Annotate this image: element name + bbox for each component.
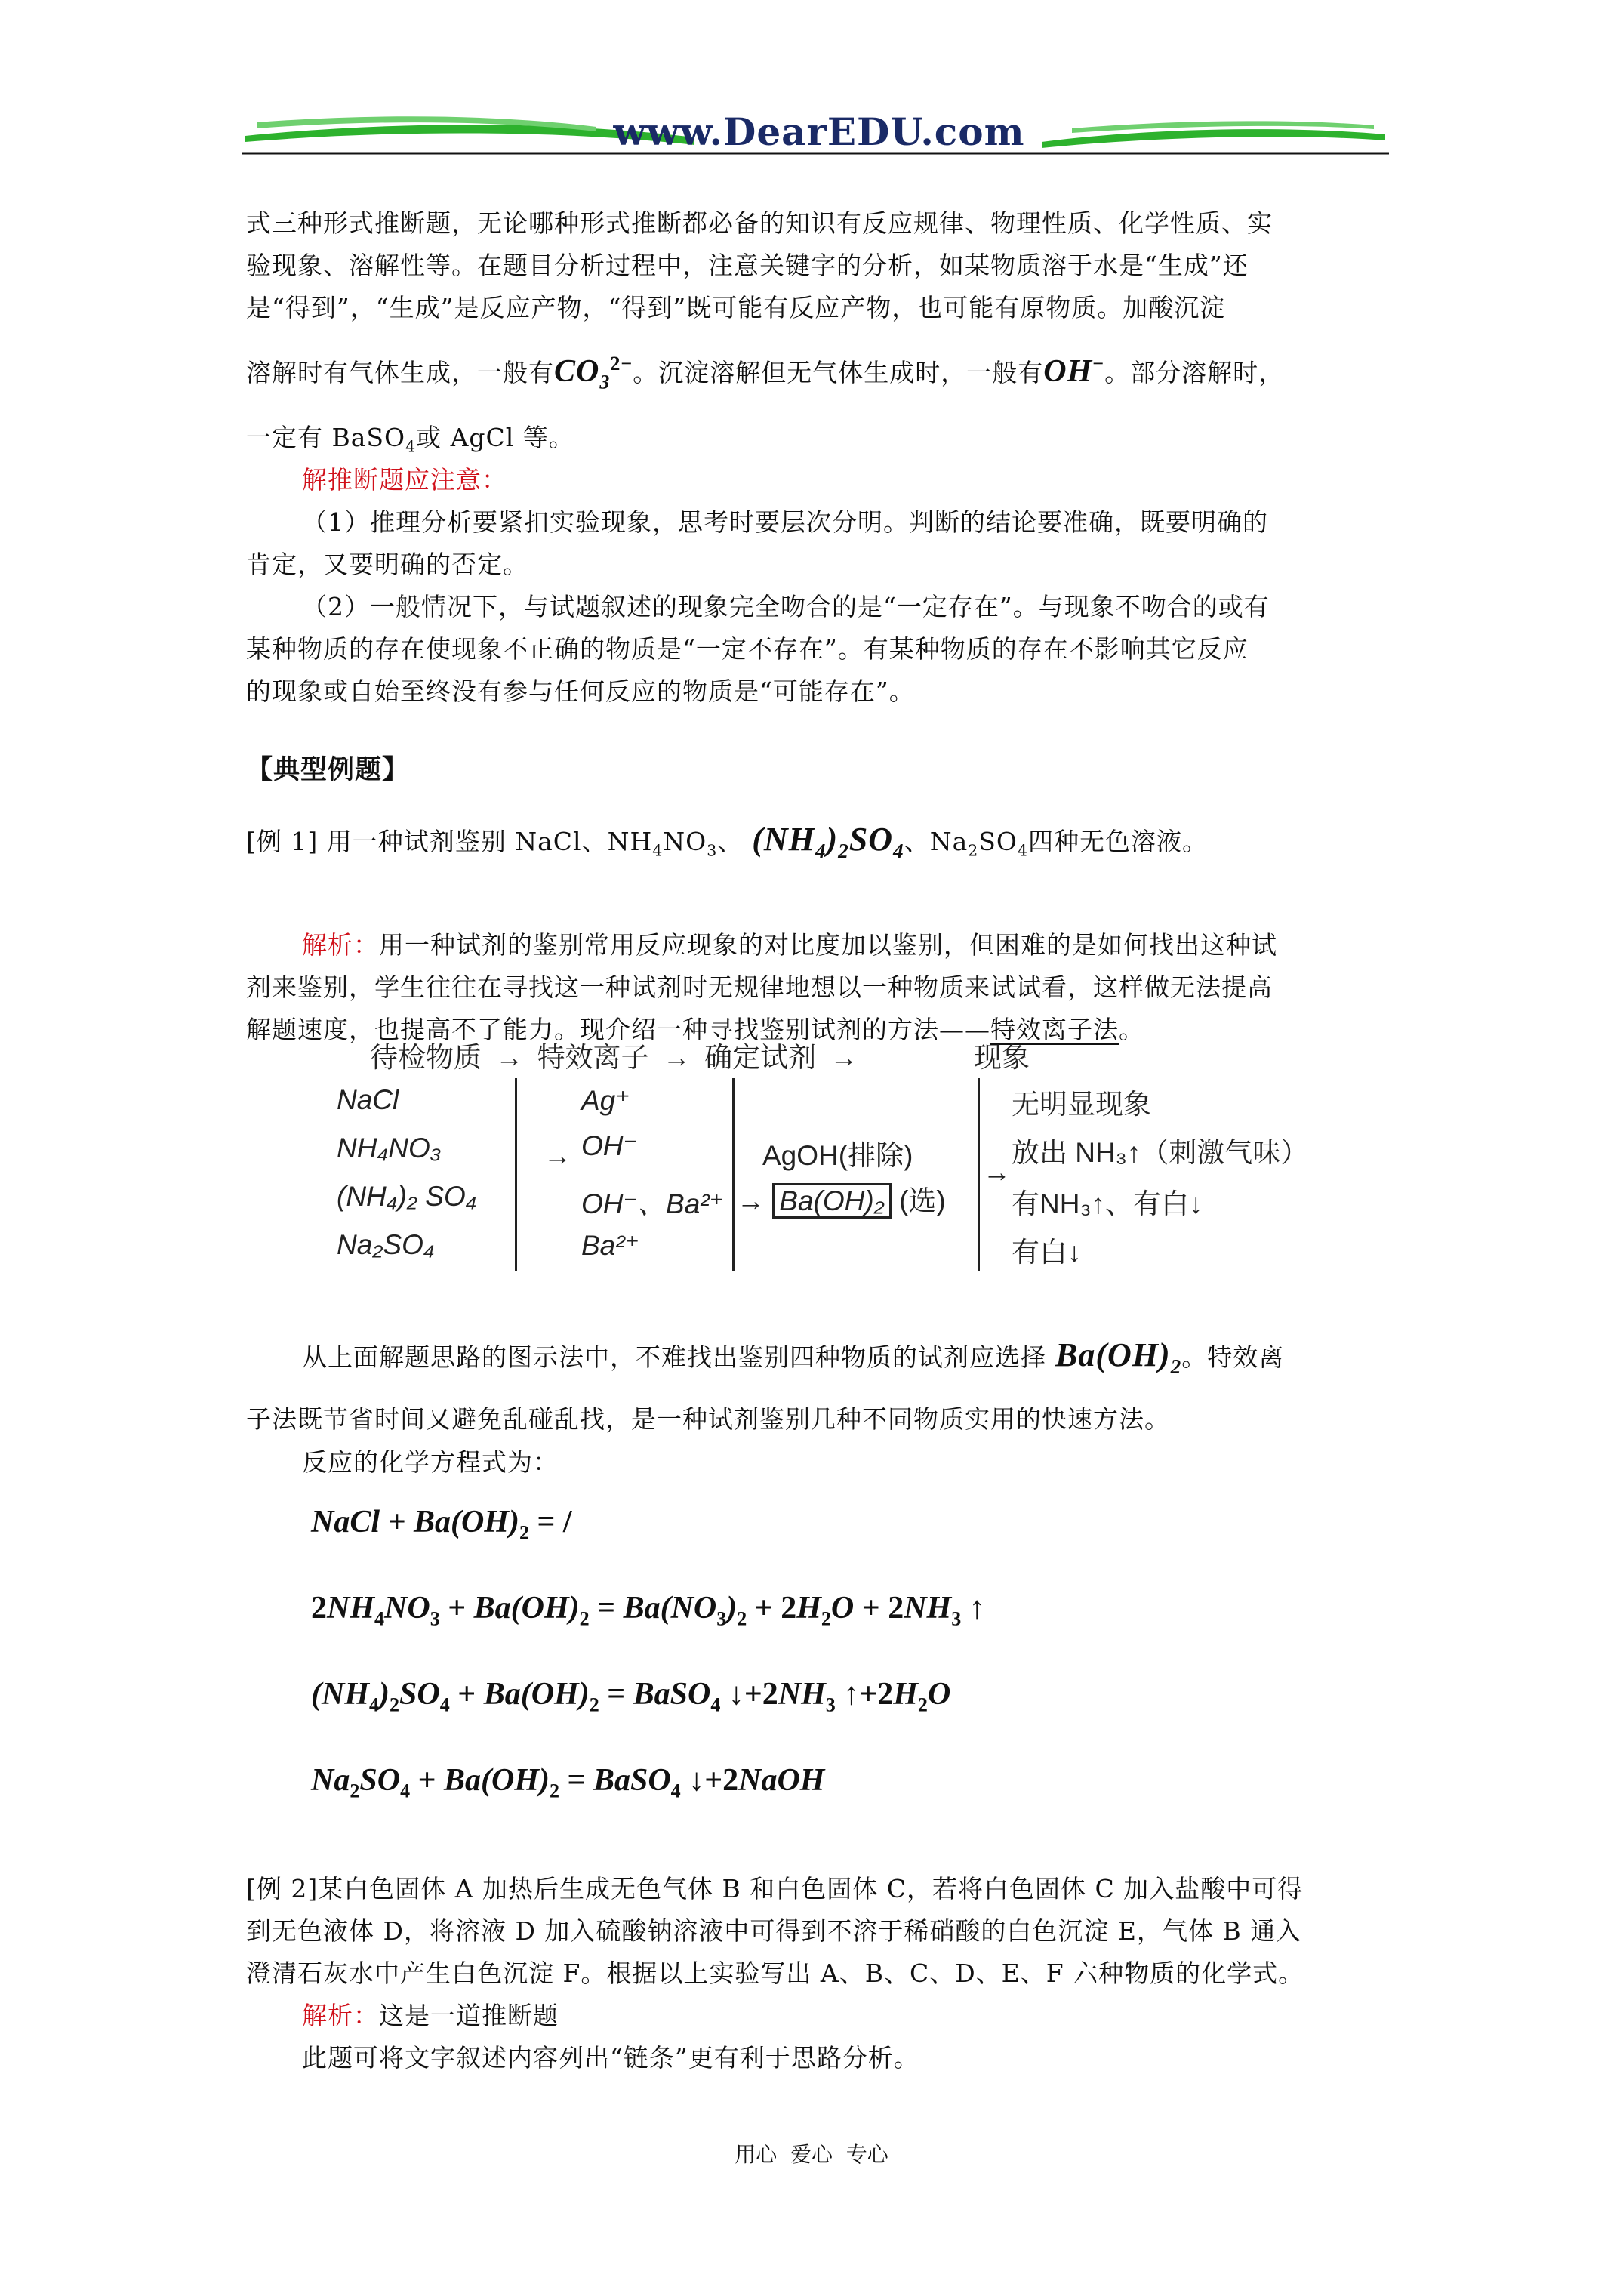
- section-title: 【典型例题】: [246, 754, 410, 785]
- carbonate-formula: $CO_3^{2-}$: [554, 353, 633, 393]
- equation-2: $2NH_4NO_3 + Ba(OH)_2 = Ba(NO_3)_2 + 2H_2O + 2NH_3$ ↑: [311, 1591, 985, 1630]
- note-1-line-1: （1）推理分析要紧扣实验现象，思考时要层次分明。判断的结论要准确，既要明确的: [302, 507, 1268, 537]
- example-1-question: [例 1] 用一种试剂鉴别 NaCl、$NH_4NO_3$、 $(NH_4)_2SO_4$、$Na_2SO_4$四种无色溶液。: [246, 821, 1208, 862]
- intro-line-1: 式三种形式推断题，无论哪种形式推断都必备的知识有反应规律、物理性质、化学性质、实: [246, 208, 1273, 238]
- example-2-analysis-label: 解析：: [302, 2001, 379, 2030]
- arrow-to-reagent: →: [737, 1185, 765, 1216]
- note-2-line-3: 的现象或自始至终没有参与任何反应的物质是“可能存在”。: [246, 676, 915, 706]
- note-2-line-1: （2）一般情况下，与试题叙述的现象完全吻合的是“一定存在”。与现象不吻合的或有: [302, 592, 1270, 621]
- phenomenon-4: 有白↓: [1012, 1237, 1082, 1268]
- hydroxide-formula: OH−: [1043, 353, 1105, 389]
- phenomenon-2: 放出 NH₃↑（刺激气味）: [1012, 1137, 1309, 1168]
- barium-hydroxide-formula: $Ba(OH)_2$: [1046, 1336, 1182, 1378]
- diagram-header-phenomenon: 现象: [974, 1042, 1030, 1073]
- substance-2: NH₄NO₃: [337, 1133, 442, 1163]
- example-2-line-3: 澄清石灰水中产生白色沉淀 F。根据以上实验写出 A、B、C、D、E、F 六种物质的化学式。: [246, 1959, 1304, 1988]
- identification-diagram: [332, 1034, 1309, 1291]
- divider-2: [732, 1078, 735, 1271]
- note-2-line-2: 某种物质的存在使现象不正确的物质是“一定不存在”。有某种物质的存在不影响其它反应: [246, 634, 1249, 664]
- conclusion-line-1: 从上面解题思路的图示法中，不难找出鉴别四种物质的试剂应选择 $Ba(OH)_2$。特效离: [302, 1336, 1285, 1378]
- phenomenon-3: 有NH₃↑、有白↓: [1012, 1188, 1203, 1219]
- analysis-label: 解析：: [302, 930, 379, 960]
- diagram-header-substance: 待检物质: [370, 1042, 482, 1073]
- intro-line-2: 验现象、溶解性等。在题目分析过程中，注意关键字的分析，如某物质溶于水是“生成”还: [246, 251, 1249, 280]
- intro-line-5: 一定有 BaSO$_4$或 AgCl 等。: [246, 423, 574, 456]
- divider-3: [978, 1078, 980, 1271]
- equation-3: $(NH_4)_2SO_4 + Ba(OH)_2$ = BaSO$_4$ $↓+2NH_3$ $↑+2H_2O$: [311, 1677, 951, 1716]
- ion-3: OH⁻、Ba²⁺: [581, 1188, 725, 1219]
- diagram-header-reagent: 确定试剂: [704, 1042, 817, 1073]
- page-footer: 用心 爱心 专心: [735, 2142, 888, 2167]
- intro-line-4: [246, 349, 1284, 397]
- header-banner: [242, 106, 1389, 162]
- substance-1: NaCl: [337, 1084, 399, 1115]
- ammonium-sulfate-formula: $(NH_4)_2SO_4$: [743, 821, 904, 862]
- example-1-analysis-line-3: 解题速度，也提高不了能力。现介绍一种寻找鉴别试剂的方法——特效离子法。: [246, 1015, 1144, 1044]
- note-1-line-2: 肯定，又要明确的否定。: [246, 550, 528, 579]
- ion-2: OH⁻: [581, 1130, 639, 1161]
- intro-line-3: 是“得到”，“生成”是反应产物，“得到”既可能有反应产物，也可能有原物质。加酸沉淀: [246, 293, 1226, 322]
- diagram-header-ion: 特效离子: [537, 1042, 649, 1073]
- example-2-analysis: 解析：这是一道推断题: [302, 2001, 559, 2030]
- intro-line-4c: 。部分溶解时，: [1104, 358, 1285, 387]
- reagent-selected-box: Ba(OH)₂: [772, 1183, 892, 1219]
- phenomenon-1: 无明显现象: [1012, 1089, 1151, 1120]
- arrow-2: →: [662, 1042, 691, 1073]
- example-1-analysis-line-1: 解析：用一种试剂的鉴别常用反应现象的对比度加以鉴别，但困难的是如何找出这种试: [302, 930, 1277, 960]
- conclusion-line-2: 子法既节省时间又避免乱碰乱找，是一种试剂鉴别几种不同物质实用的快速方法。: [246, 1404, 1170, 1434]
- ion-1: Ag⁺: [581, 1085, 630, 1116]
- notes-heading: 解推断题应注意：: [302, 465, 507, 495]
- substance-3: (NH₄)₂ SO₄: [337, 1181, 477, 1212]
- arrow-1: →: [495, 1042, 524, 1073]
- method-name-link: 特效离子法: [990, 1015, 1119, 1044]
- site-logo[interactable]: www.DearEDU.com: [613, 109, 1025, 154]
- example-2-line-5: 此题可将文字叙述内容列出“链条”更有利于思路分析。: [302, 2043, 919, 2073]
- intro-line-4b: 。沉淀溶解但无气体生成时，一般有: [633, 358, 1044, 387]
- arrow-3: →: [830, 1042, 858, 1073]
- conclusion-line-3: 反应的化学方程式为：: [302, 1447, 559, 1477]
- intro-line-4a: 溶解时有气体生成，一般有: [246, 358, 554, 387]
- reagent-selected-note: (选): [899, 1185, 946, 1216]
- arrow-to-phenomenon: →: [983, 1157, 1011, 1188]
- example-1-analysis-line-2: 剂来鉴别，学生往往在寻找这一种试剂时无规律地想以一种物质来试试看，这样做无法提高: [246, 972, 1273, 1002]
- divider-1: [515, 1078, 517, 1271]
- substance-4: Na₂SO₄: [337, 1229, 435, 1260]
- intro-line-5b: 或 AgCl 等。: [416, 423, 574, 452]
- ion-4: Ba²⁺: [581, 1230, 640, 1261]
- arrow-to-ion: →: [544, 1140, 571, 1171]
- reagent-excluded: AgOH(排除): [762, 1140, 913, 1171]
- intro-line-5a: 一定有 BaSO: [246, 423, 406, 452]
- equation-4: $Na_2SO_4 + Ba(OH)_2$ = BaSO$_4$ ↓+2NaOH: [311, 1763, 825, 1802]
- example-2-line-2: 到无色液体 D，将溶液 D 加入硫酸钠溶液中可得到不溶于稀硝酸的白色沉淀 E，气体 B 通入: [246, 1916, 1302, 1946]
- equation-1: NaCl + $Ba(OH)_2$ = /: [311, 1505, 572, 1544]
- example-2-line-1: [例 2]某白色固体 A 加热后生成无色气体 B 和白色固体 C，若将白色固体 C 加入盐酸中可得: [246, 1874, 1304, 1903]
